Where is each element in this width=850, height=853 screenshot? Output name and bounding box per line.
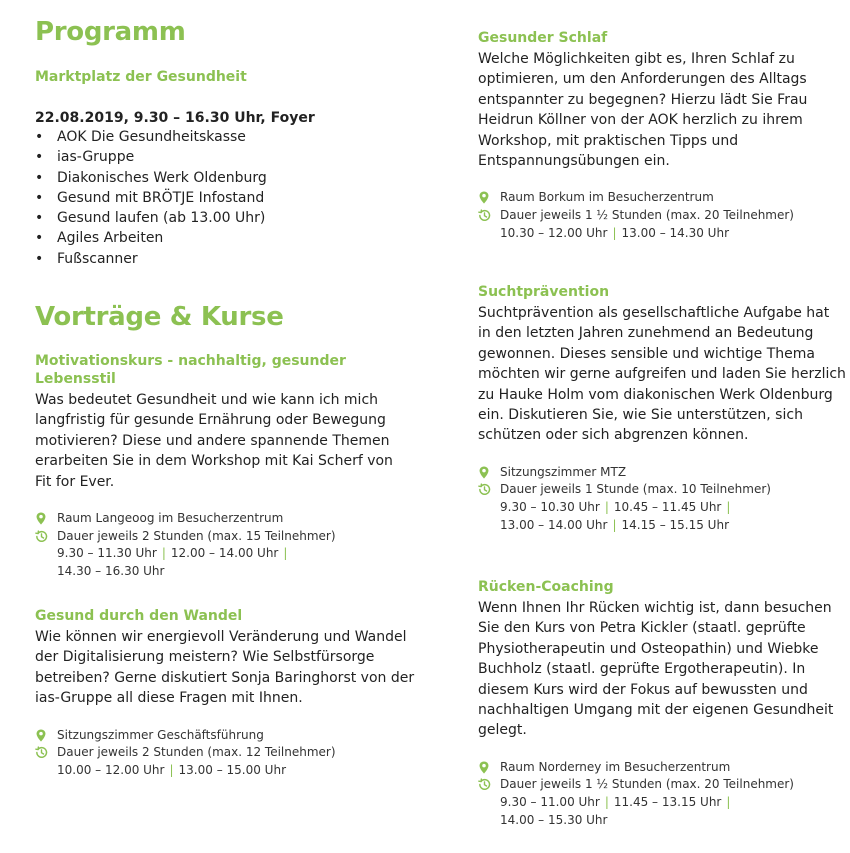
course-title: Gesund durch den Wandel <box>35 608 243 624</box>
course-description-line: nachhaltigen Umgang mit der eigenen Gesundheit <box>478 702 834 719</box>
course-description-line: optimieren, um den Anforderungen des Alltags <box>478 71 807 88</box>
course-description-line: Buchholz (staatl. geprüfte Ergotherapeutin). In <box>478 661 806 678</box>
course-motivation <box>35 352 415 580</box>
course-location: Raum Langeoog im Besucherzentrum <box>57 511 284 526</box>
marketplace-item: • Gesund mit BRÖTJE Infostand <box>35 188 267 208</box>
course-description-line: betreiben? Gerne diskutiert Sonja Baringhorst von der <box>35 669 415 686</box>
marketplace-date: 22.08.2019, 9.30 – 16.30 Uhr, Foyer <box>35 110 315 126</box>
course-duration: Dauer jeweils 1 ½ Stunden (max. 20 Teilnehmer) <box>500 208 794 223</box>
course-time-row <box>35 563 415 581</box>
course-wandel <box>35 607 414 779</box>
time-separator: | <box>612 225 617 240</box>
course-description-line: erarbeiten Sie in dem Workshop mit Kai Scherf von <box>35 453 393 470</box>
marketplace-item: • Agiles Arbeiten <box>35 228 267 248</box>
course-description-line: Physiotherapeutin und Osteopathin) und Wiebke <box>478 640 819 657</box>
course-time-slot: 9.30 – 10.30 Uhr <box>500 500 600 515</box>
course-description-line: Heidrun Köllner von der AOK herzlich zu ihrem <box>478 112 803 129</box>
marketplace-item: • Gesund laufen (ab 13.00 Uhr) <box>35 208 267 228</box>
talks-heading: Vorträge & Kurse <box>35 302 284 332</box>
course-description-line: Wie können wir energievoll Veränderung und Wandel <box>35 629 407 645</box>
course-duration: Dauer jeweils 1 ½ Stunden (max. 20 Teilnehmer) <box>500 777 794 792</box>
location-pin-icon <box>478 466 491 479</box>
history-clock-icon <box>478 483 491 496</box>
time-separator: | <box>169 762 174 777</box>
course-description-line: Suchtprävention als gesellschaftliche Aufgabe hat <box>478 305 830 321</box>
course-sucht <box>478 283 846 534</box>
course-location: Sitzungszimmer MTZ <box>500 464 627 479</box>
course-location: Raum Norderney im Besucherzentrum <box>500 759 731 774</box>
course-description-line: entspannter zu begegnen? Hierzu lädt Sie Frau <box>478 91 808 108</box>
course-time-slot: 12.00 – 14.00 Uhr <box>170 546 279 561</box>
course-time-row <box>478 517 846 535</box>
course-description-line: der Digitalisierung meistern? Wie Selbstfürsorge <box>35 649 375 666</box>
course-description-line: ias-Gruppe all diese Fragen mit Ihnen. <box>35 690 303 707</box>
marketplace-list <box>35 127 267 269</box>
course-time-slot: 11.45 – 13.15 Uhr <box>613 795 722 810</box>
course-ruecken <box>478 578 833 829</box>
course-description-line: Was bedeutet Gesundheit und wie kann ich mich <box>35 392 379 408</box>
course-description-line: Fit for Ever. <box>35 473 115 490</box>
course-description-line: gewonnen. Dieses sensible und wichtige Thema <box>478 345 815 362</box>
history-clock-icon <box>35 530 48 543</box>
marketplace-item: • AOK Die Gesundheitskasse <box>35 127 267 147</box>
course-duration: Dauer jeweils 1 Stunde (max. 10 Teilnehmer) <box>500 482 771 497</box>
course-description-line: Wenn Ihnen Ihr Rücken wichtig ist, dann besuchen <box>478 600 832 616</box>
course-description-line: Workshop, mit praktischen Tipps und <box>478 132 739 149</box>
course-title: Rücken-Coaching <box>478 579 614 595</box>
course-description-line: Entspannungsübungen ein. <box>478 153 670 170</box>
time-separator: | <box>604 795 609 810</box>
course-time-row <box>478 499 846 517</box>
course-description-line: ein. Diskutieren Sie, wie Sie unterstützen, sich <box>478 407 803 424</box>
course-time-row <box>478 794 833 812</box>
time-separator: | <box>726 795 731 810</box>
course-time-row <box>35 762 414 780</box>
course-time-slot: 9.30 – 11.30 Uhr <box>57 546 157 561</box>
course-time-slot: 9.30 – 11.00 Uhr <box>500 795 600 810</box>
course-description-line: langfristig für gesunde Ernährung oder Bewegung <box>35 412 386 429</box>
location-pin-icon <box>478 761 491 774</box>
course-time-slot: 10.45 – 11.45 Uhr <box>613 500 722 515</box>
course-title: Suchtprävention <box>478 284 610 300</box>
course-description-line: zu Hauke Holm vom diakonischen Werk Oldenburg <box>478 386 833 403</box>
course-description-line: gelegt. <box>478 722 527 739</box>
location-pin-icon <box>35 729 48 742</box>
course-description-line: diesem Kurs wird der Fokus auf bewussten und <box>478 681 808 698</box>
marketplace-title: Marktplatz der Gesundheit <box>35 69 247 85</box>
course-time-slot: 13.00 – 14.00 Uhr <box>500 517 608 532</box>
marketplace-item: • Fußscanner <box>35 249 267 269</box>
course-time-slot: 14.00 – 15.30 Uhr <box>500 812 608 827</box>
course-time-slot: 13.00 – 14.30 Uhr <box>621 225 730 240</box>
course-time-slot: 13.00 – 15.00 Uhr <box>178 762 287 777</box>
course-title: Motivationskurs - nachhaltig, gesunder Lebensstil <box>35 353 346 387</box>
course-description-line: motivieren? Diese und andere spannende Themen <box>35 432 390 449</box>
location-pin-icon <box>478 191 491 204</box>
time-separator: | <box>283 546 288 561</box>
course-time-row <box>478 225 807 243</box>
location-pin-icon <box>35 512 48 525</box>
time-separator: | <box>726 500 731 515</box>
course-location: Raum Borkum im Besucherzentrum <box>500 190 714 205</box>
course-location: Sitzungszimmer Geschäftsführung <box>57 727 264 742</box>
marketplace-item: • ias-Gruppe <box>35 147 267 167</box>
course-duration: Dauer jeweils 2 Stunden (max. 15 Teilnehmer) <box>57 528 336 543</box>
course-time-row <box>35 545 415 563</box>
history-clock-icon <box>478 778 491 791</box>
history-clock-icon <box>35 746 48 759</box>
course-duration: Dauer jeweils 2 Stunden (max. 12 Teilnehmer) <box>57 745 336 760</box>
course-time-row <box>478 812 833 830</box>
course-time-slot: 14.30 – 16.30 Uhr <box>57 563 165 578</box>
time-separator: | <box>612 517 617 532</box>
course-schlaf <box>478 29 807 242</box>
time-separator: | <box>161 546 166 561</box>
course-description-line: Sie den Kurs von Petra Kickler (staatl. geprüfte <box>478 620 806 637</box>
course-description-line: in den letzten Jahren zunehmend an Bedeutung <box>478 325 814 342</box>
course-description-line: möchten wir gerne aufgreifen und laden Sie herzlich <box>478 366 846 383</box>
program-heading: Programm <box>35 17 186 47</box>
course-description-line: Welche Möglichkeiten gibt es, Ihren Schlaf zu <box>478 51 795 67</box>
course-time-slot: 14.15 – 15.15 Uhr <box>621 517 730 532</box>
course-time-slot: 10.00 – 12.00 Uhr <box>57 762 165 777</box>
time-separator: | <box>604 500 609 515</box>
course-time-slot: 10.30 – 12.00 Uhr <box>500 225 608 240</box>
course-title: Gesunder Schlaf <box>478 30 608 46</box>
course-description-line: schützen oder sich abgrenzen können. <box>478 427 749 444</box>
history-clock-icon <box>478 209 491 222</box>
marketplace-item: • Diakonisches Werk Oldenburg <box>35 168 267 188</box>
